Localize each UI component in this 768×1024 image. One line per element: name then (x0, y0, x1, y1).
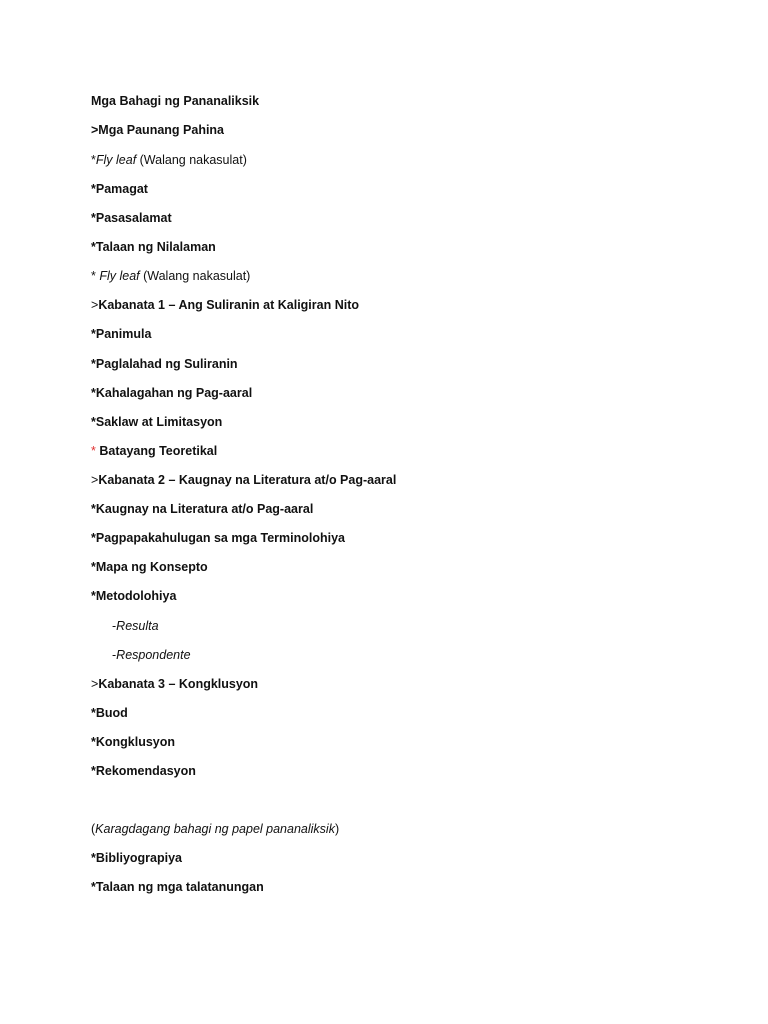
list-item: *Panimula (91, 327, 152, 341)
flyleaf-note: (Walang nakasulat) (139, 269, 251, 283)
section-heading-kabanata-1 (91, 297, 359, 313)
close-paren: ) (334, 822, 340, 836)
section-heading-kabanata-2 (91, 472, 396, 488)
list-item-pasasalamat: *Pasasalamat (91, 211, 172, 225)
list-item: *Pagpapakahulugan sa mga Terminolohiya (91, 531, 345, 545)
document-title: Mga Bahagi ng Pananaliksik (91, 94, 260, 108)
flyleaf-note: (Walang nakasulat) (136, 153, 247, 167)
list-item-talaan-nilalaman: *Talaan ng Nilalaman (91, 240, 216, 254)
flyleaf-label: Fly leaf (95, 153, 137, 167)
heading-text: Kabanata 3 – Kongklusyon (98, 677, 259, 691)
dash: - (112, 619, 117, 633)
heading-text: Kabanata 2 – Kaugnay na Literatura at/o Pag-aaral (98, 473, 397, 487)
list-item: *Kongklusyon (91, 735, 176, 749)
list-item: *Saklaw at Limitasyon (91, 415, 223, 429)
sub-list-item-resulta (112, 618, 159, 634)
open-paren: ( (91, 822, 96, 836)
heading-prefix: > (91, 298, 99, 312)
section-heading-kabanata-3 (91, 676, 258, 692)
asterisk: * (91, 269, 100, 283)
sub-list-item-respondente (112, 647, 191, 663)
sub-item-text: Resulta (116, 619, 159, 633)
list-item: *Paglalahad ng Suliranin (91, 357, 238, 371)
list-item-talaan-talatanungan: *Talaan ng mga talatanungan (91, 880, 264, 894)
sub-item-text: Respondente (116, 648, 191, 662)
note-text: Karagdagang bahagi ng papel pananaliksik (95, 822, 335, 836)
heading-prefix: > (91, 677, 99, 691)
list-item: *Kahalagahan ng Pag-aaral (91, 386, 253, 400)
list-item: *Mapa ng Konsepto (91, 560, 208, 574)
section-heading-paunang-pahina: >Mga Paunang Pahina (91, 123, 225, 137)
dash: - (112, 648, 117, 662)
heading-prefix: > (91, 473, 99, 487)
flyleaf-label: Fly leaf (99, 269, 140, 283)
list-item: *Buod (91, 706, 128, 720)
asterisk: * (91, 153, 96, 167)
list-item-batayang-teoretikal (91, 443, 217, 459)
list-item: *Rekomendasyon (91, 764, 196, 778)
red-asterisk: * (91, 444, 96, 458)
heading-text: Kabanata 1 – Ang Suliranin at Kaligiran Nito (98, 298, 360, 312)
item-text: Batayang Teoretikal (95, 444, 218, 458)
list-item-pamagat: *Pamagat (91, 182, 148, 196)
list-item-flyleaf (91, 152, 247, 168)
list-item-flyleaf-2 (91, 268, 250, 284)
list-item: *Metodolohiya (91, 589, 177, 603)
list-item: *Kaugnay na Literatura at/o Pag-aaral (91, 502, 314, 516)
list-item-bibliyograpiya: *Bibliyograpiya (91, 851, 182, 865)
karagdagan-note (91, 821, 339, 837)
